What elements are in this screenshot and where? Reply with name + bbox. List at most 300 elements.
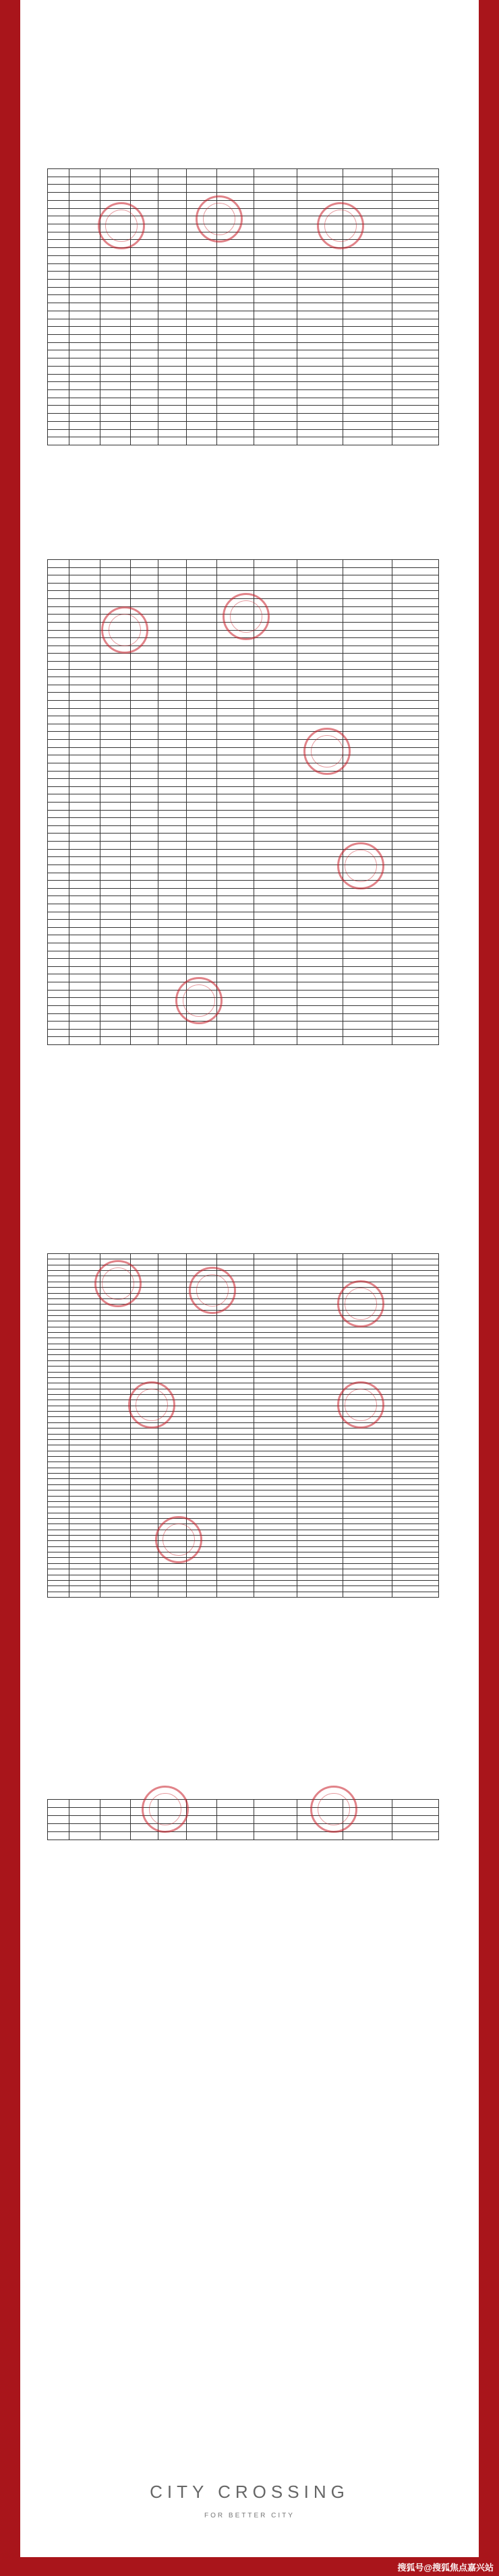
table-cell xyxy=(158,920,186,928)
table-cell xyxy=(187,732,218,740)
table-cell xyxy=(187,1800,218,1808)
table-cell xyxy=(48,1006,69,1014)
table-cell xyxy=(392,1816,439,1824)
table-cell xyxy=(392,343,439,351)
table-cell xyxy=(254,889,297,897)
table-cell xyxy=(254,398,297,406)
table-cell xyxy=(100,1513,131,1519)
table-cell xyxy=(343,951,392,960)
table-cell xyxy=(69,732,100,740)
table-cell xyxy=(69,1361,100,1366)
table-cell xyxy=(297,1383,344,1389)
table-cell xyxy=(158,1361,186,1366)
table-cell xyxy=(217,1440,254,1445)
table-cell xyxy=(187,794,218,803)
table-cell xyxy=(297,959,344,967)
table-cell xyxy=(217,1547,254,1552)
table-cell xyxy=(254,209,297,217)
table-cell xyxy=(69,1294,100,1299)
table-cell xyxy=(217,1355,254,1360)
table-cell xyxy=(254,935,297,943)
table-cell xyxy=(69,1558,100,1563)
table-cell xyxy=(69,685,100,693)
table-cell xyxy=(343,430,392,438)
table-cell xyxy=(254,382,297,390)
table-cell xyxy=(131,560,158,568)
table-cell xyxy=(254,881,297,889)
table-cell xyxy=(131,755,158,763)
table-cell xyxy=(158,670,186,678)
table-cell xyxy=(297,1474,344,1479)
table-cell xyxy=(48,1808,69,1816)
table-cell xyxy=(100,169,131,177)
table-cell xyxy=(254,693,297,701)
table-cell xyxy=(392,568,439,576)
table-cell xyxy=(69,1014,100,1022)
table-cell xyxy=(254,1536,297,1541)
table-cell xyxy=(158,967,186,975)
table-cell xyxy=(392,1014,439,1022)
table-cell xyxy=(48,943,69,951)
table-cell xyxy=(100,1338,131,1344)
table-cell xyxy=(187,1485,218,1490)
table-cell xyxy=(48,1022,69,1030)
table-cell xyxy=(131,1006,158,1014)
table-cell xyxy=(217,998,254,1006)
table-cell xyxy=(100,288,131,296)
table-cell xyxy=(254,716,297,724)
table-cell xyxy=(392,1440,439,1445)
table-cell xyxy=(48,1519,69,1524)
table-cell xyxy=(100,390,131,398)
table-cell xyxy=(392,857,439,865)
table-cell xyxy=(131,1581,158,1586)
table-cell xyxy=(254,1350,297,1355)
table-cell xyxy=(48,1581,69,1586)
table-cell xyxy=(48,256,69,264)
table-cell xyxy=(254,1299,297,1305)
table-cell xyxy=(343,685,392,693)
table-cell xyxy=(297,1327,344,1333)
table-cell xyxy=(131,264,158,272)
table-cell xyxy=(343,1022,392,1030)
table-cell xyxy=(131,437,158,445)
table-cell xyxy=(69,834,100,842)
table-cell xyxy=(100,256,131,264)
table-cell xyxy=(131,935,158,943)
table-cell xyxy=(392,943,439,951)
table-cell xyxy=(187,850,218,858)
table-cell xyxy=(217,662,254,670)
table-cell xyxy=(187,709,218,717)
table-cell xyxy=(131,1373,158,1378)
table-cell xyxy=(158,1592,186,1598)
table-cell xyxy=(392,1524,439,1530)
table-cell xyxy=(131,1440,158,1445)
table-cell xyxy=(297,169,344,177)
table-cell xyxy=(100,1327,131,1333)
table-cell xyxy=(297,967,344,975)
table-cell xyxy=(392,327,439,335)
table-cell xyxy=(48,1276,69,1282)
table-cell xyxy=(217,1383,254,1389)
table-cell xyxy=(100,1366,131,1372)
table-cell xyxy=(217,991,254,999)
table-cell xyxy=(217,1014,254,1022)
table-cell xyxy=(69,748,100,756)
table-cell xyxy=(217,842,254,850)
table-cell xyxy=(158,1327,186,1333)
table-cell xyxy=(254,1575,297,1581)
table-cell xyxy=(187,1513,218,1519)
table-cell xyxy=(100,865,131,873)
table-cell xyxy=(100,982,131,991)
table-cell xyxy=(392,232,439,241)
table-cell xyxy=(100,599,131,607)
table-cell xyxy=(48,1524,69,1530)
table-cell xyxy=(217,1389,254,1395)
table-cell xyxy=(254,216,297,224)
table-cell xyxy=(254,358,297,367)
table-cell xyxy=(392,358,439,367)
table-cell xyxy=(217,951,254,960)
table-cell xyxy=(187,1479,218,1484)
table-cell xyxy=(297,935,344,943)
table-cell xyxy=(187,779,218,787)
table-cell xyxy=(48,1586,69,1592)
table-cell xyxy=(343,896,392,904)
table-cell xyxy=(48,1468,69,1474)
table-cell xyxy=(392,1800,439,1808)
table-cell xyxy=(187,1474,218,1479)
table-cell xyxy=(100,654,131,662)
table-cell xyxy=(69,1479,100,1484)
table-cell xyxy=(297,1552,344,1558)
table-cell xyxy=(254,677,297,685)
table-cell xyxy=(69,959,100,967)
table-cell xyxy=(158,1569,186,1575)
table-cell xyxy=(392,406,439,414)
table-cell xyxy=(343,1338,392,1344)
table-cell xyxy=(69,951,100,960)
table-cell xyxy=(217,248,254,256)
table-cell xyxy=(217,1451,254,1457)
seal-stamp xyxy=(101,606,148,654)
table-cell xyxy=(217,1259,254,1265)
table-cell xyxy=(254,1311,297,1316)
brand-title: CITY CROSSING xyxy=(150,2482,349,2502)
table-cell xyxy=(48,303,69,311)
table-cell xyxy=(158,1282,186,1288)
table-cell xyxy=(343,1265,392,1271)
table-cell xyxy=(217,1373,254,1378)
table-cell xyxy=(392,430,439,438)
table-cell xyxy=(217,1564,254,1569)
table-cell xyxy=(69,288,100,296)
table-cell xyxy=(392,1502,439,1507)
table-cell xyxy=(48,1299,69,1305)
table-cell xyxy=(187,1502,218,1507)
table-cell xyxy=(392,912,439,920)
table-cell xyxy=(187,740,218,748)
table-cell xyxy=(217,857,254,865)
table-cell xyxy=(187,1808,218,1816)
table-cell xyxy=(254,177,297,185)
table-cell xyxy=(158,709,186,717)
table-cell xyxy=(254,1276,297,1282)
table-cell xyxy=(131,740,158,748)
table-cell xyxy=(131,327,158,335)
table-cell xyxy=(254,834,297,842)
table-cell xyxy=(69,1564,100,1569)
table-cell xyxy=(48,670,69,678)
table-cell xyxy=(158,974,186,982)
table-cell xyxy=(392,1395,439,1400)
table-cell xyxy=(254,201,297,209)
table-cell xyxy=(48,201,69,209)
table-cell xyxy=(158,1445,186,1451)
table-cell xyxy=(297,787,344,795)
table-cell xyxy=(187,631,218,639)
table-cell xyxy=(48,1361,69,1366)
table-cell xyxy=(100,1344,131,1350)
table-cell xyxy=(343,631,392,639)
table-cell xyxy=(131,920,158,928)
table-cell xyxy=(158,1575,186,1581)
table-cell xyxy=(158,755,186,763)
table-cell xyxy=(217,677,254,685)
table-cell xyxy=(343,638,392,646)
table-cell xyxy=(254,303,297,311)
table-cell xyxy=(158,1564,186,1569)
table-cell xyxy=(217,185,254,193)
table-cell xyxy=(158,216,186,224)
table-cell xyxy=(100,857,131,865)
table-cell xyxy=(217,169,254,177)
table-cell xyxy=(217,560,254,568)
table-cell xyxy=(392,422,439,430)
table-cell xyxy=(158,1378,186,1383)
table-cell xyxy=(48,693,69,701)
table-cell xyxy=(254,375,297,383)
table-cell xyxy=(297,1412,344,1417)
table-cell xyxy=(158,693,186,701)
table-cell xyxy=(48,1513,69,1519)
table-cell xyxy=(100,732,131,740)
table-cell xyxy=(158,732,186,740)
table-cell xyxy=(48,1445,69,1451)
table-cell xyxy=(297,1428,344,1434)
table-cell xyxy=(69,935,100,943)
table-cell xyxy=(131,1355,158,1360)
table-cell xyxy=(254,1519,297,1524)
table-cell xyxy=(217,896,254,904)
table-cell xyxy=(297,1373,344,1378)
table-cell xyxy=(158,748,186,756)
table-cell xyxy=(100,974,131,982)
table-cell xyxy=(187,1468,218,1474)
table-cell xyxy=(48,755,69,763)
seal-stamp xyxy=(223,593,270,640)
table-cell xyxy=(297,873,344,881)
table-cell xyxy=(187,803,218,811)
table-cell xyxy=(131,1564,158,1569)
table-cell xyxy=(217,779,254,787)
table-cell xyxy=(297,248,344,256)
table-cell xyxy=(158,599,186,607)
table-cell xyxy=(187,1423,218,1428)
table-cell xyxy=(48,662,69,670)
table-cell xyxy=(392,685,439,693)
table-cell xyxy=(217,701,254,709)
table-cell xyxy=(100,1575,131,1581)
table-cell xyxy=(217,375,254,383)
table-cell xyxy=(158,382,186,390)
table-cell xyxy=(254,1569,297,1575)
table-cell xyxy=(158,1502,186,1507)
table-cell xyxy=(100,398,131,406)
table-cell xyxy=(158,1030,186,1038)
table-cell xyxy=(392,560,439,568)
table-cell xyxy=(69,430,100,438)
table-cell xyxy=(158,873,186,881)
table-cell xyxy=(131,857,158,865)
table-cell xyxy=(254,1254,297,1259)
table-cell xyxy=(158,209,186,217)
table-cell xyxy=(69,335,100,343)
table-cell xyxy=(392,414,439,422)
table-cell xyxy=(100,575,131,584)
table-cell xyxy=(69,920,100,928)
table-cell xyxy=(158,701,186,709)
table-cell xyxy=(100,367,131,375)
table-cell xyxy=(100,670,131,678)
table-cell xyxy=(343,732,392,740)
table-cell xyxy=(254,850,297,858)
table-cell xyxy=(69,967,100,975)
table-cell xyxy=(100,1558,131,1563)
table-cell xyxy=(69,1513,100,1519)
table-cell xyxy=(131,1468,158,1474)
table-cell xyxy=(297,1395,344,1400)
table-cell xyxy=(100,662,131,670)
table-cell xyxy=(343,716,392,724)
table-cell xyxy=(343,662,392,670)
table-cell xyxy=(392,842,439,850)
table-cell xyxy=(131,1479,158,1484)
table-cell xyxy=(297,311,344,319)
table-cell xyxy=(297,991,344,999)
table-cell xyxy=(297,1547,344,1552)
table-cell xyxy=(254,264,297,272)
table-cell xyxy=(392,319,439,327)
table-cell xyxy=(392,216,439,224)
table-cell xyxy=(187,1816,218,1824)
table-cell xyxy=(158,1294,186,1299)
seal-stamp xyxy=(337,1381,384,1428)
table-cell xyxy=(254,787,297,795)
table-cell xyxy=(392,1586,439,1592)
table-cell xyxy=(48,232,69,241)
table-cell xyxy=(100,1462,131,1468)
table-cell xyxy=(392,724,439,732)
table-cell xyxy=(297,1338,344,1344)
table-cell xyxy=(254,1395,297,1400)
table-cell xyxy=(254,1586,297,1592)
table-cell xyxy=(100,850,131,858)
table-cell xyxy=(131,826,158,834)
table-cell xyxy=(217,1816,254,1824)
table-cell xyxy=(217,685,254,693)
table-cell xyxy=(48,1564,69,1569)
table-cell xyxy=(69,638,100,646)
table-cell xyxy=(254,818,297,826)
table-cell xyxy=(69,623,100,631)
table-cell xyxy=(297,1485,344,1490)
table-cell xyxy=(392,1530,439,1536)
table-cell xyxy=(297,599,344,607)
table-cell xyxy=(254,1366,297,1372)
table-cell xyxy=(392,177,439,185)
table-cell xyxy=(297,422,344,430)
table-cell xyxy=(343,974,392,982)
table-cell xyxy=(343,1502,392,1507)
table-cell xyxy=(392,1468,439,1474)
table-cell xyxy=(343,787,392,795)
table-cell xyxy=(392,272,439,280)
table-cell xyxy=(343,654,392,662)
table-cell xyxy=(217,646,254,654)
table-cell xyxy=(69,811,100,819)
table-cell xyxy=(69,1474,100,1479)
table-cell xyxy=(217,850,254,858)
table-cell xyxy=(297,350,344,358)
table-cell xyxy=(48,1536,69,1541)
table-cell xyxy=(297,974,344,982)
table-cell xyxy=(392,654,439,662)
table-cell xyxy=(187,1338,218,1344)
table-cell xyxy=(69,1541,100,1546)
table-cell xyxy=(254,943,297,951)
table-cell xyxy=(100,185,131,193)
table-cell xyxy=(217,1513,254,1519)
table-cell xyxy=(217,1366,254,1372)
table-cell xyxy=(48,1265,69,1271)
table-cell xyxy=(131,779,158,787)
table-cell xyxy=(343,935,392,943)
table-cell xyxy=(343,1536,392,1541)
table-cell xyxy=(254,701,297,709)
table-cell xyxy=(48,398,69,406)
table-cell xyxy=(69,1321,100,1327)
table-cell xyxy=(100,358,131,367)
table-cell xyxy=(187,951,218,960)
table-cell xyxy=(343,1474,392,1479)
table-cell xyxy=(48,842,69,850)
table-cell xyxy=(69,889,100,897)
table-cell xyxy=(392,662,439,670)
table-cell xyxy=(392,959,439,967)
table-cell xyxy=(297,1435,344,1440)
table-cell xyxy=(100,1808,131,1816)
table-cell xyxy=(187,1254,218,1259)
table-cell xyxy=(254,1321,297,1327)
table-cell xyxy=(343,834,392,842)
table-cell xyxy=(254,1581,297,1586)
table-cell xyxy=(131,1592,158,1598)
table-cell xyxy=(48,748,69,756)
table-cell xyxy=(343,1355,392,1360)
